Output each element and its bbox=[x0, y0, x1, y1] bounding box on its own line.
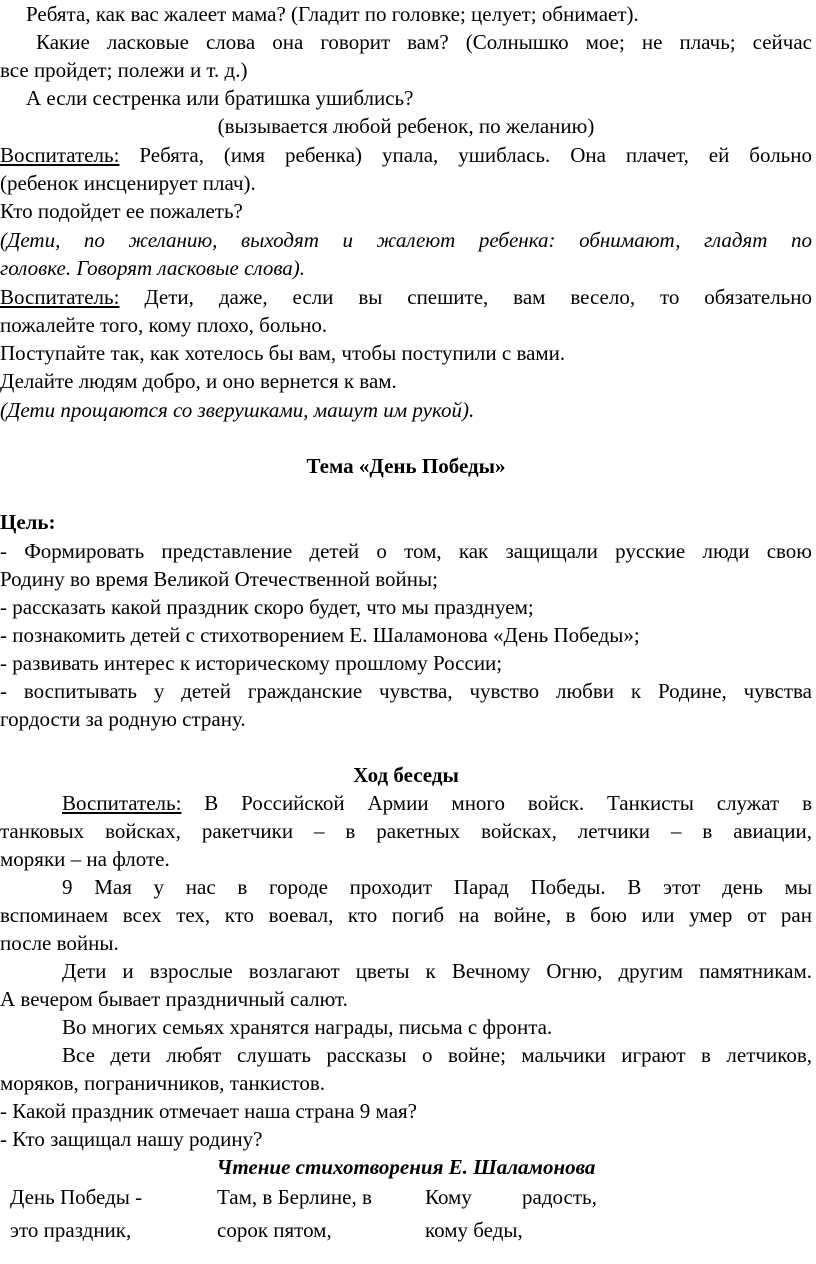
poem-line: Там, в Берлине, в bbox=[217, 1185, 372, 1209]
paragraph-line: А вечером бывает праздничный салют. bbox=[0, 987, 348, 1011]
poem-line: День Победы - bbox=[10, 1185, 143, 1209]
goal-item: - рассказать какой праздник скоро будет, что мы празднуем; bbox=[0, 595, 534, 619]
stage-direction: (Дети прощаются со зверушками, машут им рукой). bbox=[0, 398, 475, 422]
paragraph-line: все пройдет; полежи и т. д.) bbox=[0, 58, 248, 82]
poem-line: это праздник, bbox=[10, 1218, 132, 1242]
section-heading: Ход беседы bbox=[353, 763, 459, 787]
paragraph-line: А если сестренка или братишка ушиблись? bbox=[26, 86, 414, 110]
poem-line: радость, bbox=[522, 1185, 597, 1209]
paragraph-line: после войны. bbox=[0, 931, 119, 955]
paragraph-line: Во многих семьях хранятся награды, письма с фронта. bbox=[62, 1015, 553, 1039]
teacher-speech: В Российской Армии много войск. Танкисты служат в bbox=[181, 791, 812, 815]
paragraph-line: вспоминаем всех тех, кто воевал, кто погиб на войне, в бою или умер от ран bbox=[0, 903, 812, 927]
reading-heading: Чтение стихотворения Е. Шаламонова bbox=[216, 1155, 596, 1179]
section-title: Тема «День Победы» bbox=[306, 454, 506, 478]
teacher-line bbox=[62, 789, 812, 817]
paragraph-line: моряки – на флоте. bbox=[0, 847, 170, 871]
question-line: - Какой праздник отмечает наша страна 9 мая? bbox=[0, 1099, 418, 1123]
goal-item: - развивать интерес к историческому прошлому России; bbox=[0, 651, 503, 675]
paragraph-line: Поступайте так, как хотелось бы вам, чтобы поступили с вами. bbox=[0, 341, 566, 365]
teacher-speech: Ребята, (имя ребенка) упала, ушиблась. Она плачет, ей больно bbox=[119, 143, 812, 167]
teacher-label: Воспитатель: bbox=[62, 791, 182, 815]
paragraph-line: Делайте людям добро, и оно вернется к вам. bbox=[0, 369, 397, 393]
stage-direction: головке. Говорят ласковые слова). bbox=[0, 256, 306, 280]
goal-item: - воспитывать у детей гражданские чувства, чувство любви к Родине, чувства bbox=[0, 679, 812, 703]
goal-item: - Формировать представление детей о том, как защищали русские люди свою bbox=[0, 539, 812, 563]
question-line: - Кто защищал нашу родину? bbox=[0, 1127, 263, 1151]
paragraph-line: Дети и взрослые возлагают цветы к Вечному Огню, другим памятникам. bbox=[62, 959, 812, 983]
paragraph-line: моряков, пограничников, танкистов. bbox=[0, 1071, 326, 1095]
paragraph-line: Ребята, как вас жалеет мама? (Гладит по головке; целует; обнимает). bbox=[26, 2, 639, 26]
teacher-label: Воспитатель: bbox=[0, 143, 120, 167]
teacher-speech: Дети, даже, если вы спешите, вам весело, то обязательно bbox=[119, 285, 812, 309]
stage-direction: (Дети, по желанию, выходят и жалеют ребенка: обнимают, гладят по bbox=[0, 228, 812, 252]
teacher-line bbox=[0, 141, 812, 169]
goal-item: гордости за родную страну. bbox=[0, 707, 246, 731]
paragraph-line: танковых войсках, ракетчики – в ракетных войсках, летчики – в авиации, bbox=[0, 819, 812, 843]
teacher-label: Воспитатель: bbox=[0, 285, 120, 309]
paragraph-line: (ребенок инсценирует плач). bbox=[0, 171, 256, 195]
poem-line: сорок пятом, bbox=[217, 1218, 332, 1242]
goal-item: Родину во время Великой Отечественной войны; bbox=[0, 567, 438, 591]
goal-heading: Цель: bbox=[0, 510, 56, 534]
paragraph-line: Какие ласковые слова она говорит вам? (Солнышко мое; не плачь; сейчас bbox=[36, 30, 812, 54]
paragraph-line: Все дети любят слушать рассказы о войне; мальчики играют в летчиков, bbox=[62, 1043, 812, 1067]
stage-direction: (вызывается любой ребенок, по желанию) bbox=[217, 114, 595, 138]
poem-line: кому беды, bbox=[425, 1218, 523, 1242]
paragraph-line: пожалейте того, кому плохо, больно. bbox=[0, 313, 328, 337]
paragraph-line: Кто подойдет ее пожалеть? bbox=[0, 199, 243, 223]
paragraph-line: 9 Мая у нас в городе проходит Парад Победы. В этот день мы bbox=[62, 875, 812, 899]
poem-line: Кому bbox=[425, 1185, 472, 1209]
goal-item: - познакомить детей с стихотворением Е. Шаламонова «День Победы»; bbox=[0, 623, 640, 647]
teacher-line bbox=[0, 283, 812, 311]
